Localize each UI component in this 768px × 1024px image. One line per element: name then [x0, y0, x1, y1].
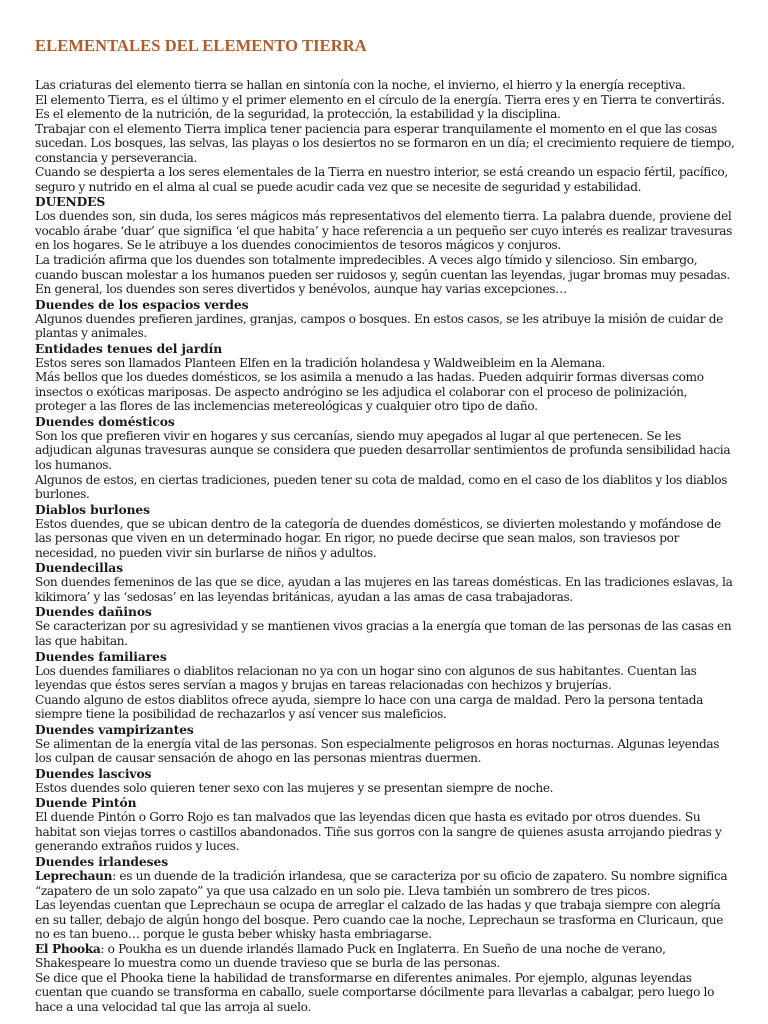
section-heading: Diablos burlones — [35, 501, 150, 517]
paragraph-lead-term: El Phooka — [35, 941, 101, 956]
paragraph: Estos seres son llamados Planteen Elfen en la tradición holandesa y Waldweibleim en la Alemana. — [35, 355, 606, 370]
section — [35, 341, 736, 414]
paragraph: En general, los duendes son seres divertidos y benévolos, aunque hay varias excepciones… — [35, 282, 567, 297]
section-heading: Duendes irlandeses — [35, 853, 169, 869]
paragraph: Las leyendas cuentan que Leprechaun se ocupa de arreglar el calzado de las hadas y que trabaja siempre con alegría en su taller, debajo de algún hongo del bosque. Pero cuando cae la noche, Leprechaun se trasforma en Cluricaun, que no es tan bueno… porque le gusta beber whisky hasta embriagarse. — [35, 898, 724, 942]
section — [35, 604, 736, 648]
paragraph: Se caracterizan por su agresividad y se mantienen vivos gracias a la energía que toman de las personas de las casas en las que habitan. — [35, 619, 732, 648]
paragraph: El duende Pintón o Gorro Rojo es tan malvados que las leyendas dicen que hasta es evitado por otros duendes. Su habitat son viejas torres o castillos abandonados. Tiñe sus gorros con la sangre de quienes asusta arrojando piedras y generando extraños ruidos y luces. — [35, 810, 722, 854]
section — [35, 722, 736, 766]
paragraph: Algunos de estos, en ciertas tradiciones, pueden tener su cota de maldad, como en el caso de los diablitos y los diablos burlones. — [35, 472, 728, 502]
paragraph: Algunos duendes prefieren jardines, granjas, campos o bosques. En estos casos, se les atribuye la misión de cuidar de plantas y animales. — [35, 311, 723, 341]
paragraph: El elemento Tierra, es el último y el primer elemento en el círculo de la energía. Tierra eres y en Tierra te convertirás. Es el elemento de la nutrición, de la seguridad, la protección, la estabilidad y la disciplina. — [35, 92, 725, 122]
section-heading: Duendes domésticos — [35, 413, 175, 429]
paragraph — [35, 869, 736, 898]
paragraph: Se alimentan de la energía vital de las personas. Son especialmente peligrosos en horas nocturnas. Algunas leyendas los culpan de causar sensación de ahogo en las personas mientras duermen. — [35, 736, 720, 766]
section-heading: Duende Pintón — [35, 795, 137, 811]
section — [35, 414, 736, 502]
page-title: ELEMENTALES DEL ELEMENTO TIERRA — [35, 36, 367, 55]
section — [35, 78, 736, 194]
paragraph: Estos duendes, que se ubican dentro de la categoría de duendes domésticos, se divierten molestando y mofándose de las personas que viven en un determinado hogar. En rigor, no puede decirse que sean malos, son traviesos por necesidad, no pueden vivir sin burlarse de niños y adultos. — [35, 516, 721, 560]
section — [35, 795, 736, 854]
section — [35, 766, 736, 796]
section — [35, 854, 736, 1014]
paragraph: La tradición afirma que los duendes son totalmente impredecibles. A veces algo tímido y silencioso. Sin embargo, cuando buscan molestar a los humanos pueden ser ruidosos y, según cuentan las leyendas, jugar bromas muy pesadas. — [35, 253, 730, 282]
section-heading: Duendecillas — [35, 560, 123, 576]
paragraph: Las criaturas del elemento tierra se hallan en sintonía con la noche, el invierno, el hierro y la energía receptiva. — [35, 78, 686, 92]
paragraph: Son los que prefieren vivir en hogares y sus cercanías, siendo muy apegados al lugar al que pertenecen. Se les adjudican algunas travesuras aunque se considera que pueden desarrollar sentimientos de profunda sensibilidad hacia los humanos. — [35, 428, 731, 473]
section-heading: Duendes de los espacios verdes — [35, 296, 249, 312]
paragraph: Cuando alguno de estos diablitos ofrece ayuda, siempre lo hace con una carga de maldad. Pero la persona tentada siempre tiene la posibilidad de rechazarlos y así vencer sus maleficios. — [35, 692, 703, 722]
paragraph: Trabajar con el elemento Tierra implica tener paciencia para esperar tranquilamente el momento en el que las cosas sucedan. Los bosques, las selvas, las playas o los desiertos no se formaron en un día; el crecimiento requiere de tiempo, constancia y perseverancia. — [35, 121, 735, 165]
section — [35, 560, 736, 604]
paragraph: Los duendes son, sin duda, los seres mágicos más representativos del elemento tierra. La palabra duende, proviene del vocablo árabe ‘duar’ que significa ‘el que habita’ y hace referencia a un pequeño ser cuyo interés es realizar travesuras en los hogares. Se le atribuye a los duendes conocimientos de tesoros mágicos y conjuros. — [35, 209, 733, 253]
paragraph: Estos duendes solo quieren tener sexo con las mujeres y se presentan siempre de noche. — [35, 780, 554, 795]
paragraph — [35, 942, 736, 971]
paragraph-text: : o Poukha es un duende irlandés llamado Puck en Inglaterra. En Sueño de una noche de verano, Shakespeare lo muestra como un duende travieso que se burla de las personas. — [35, 941, 666, 971]
section — [35, 297, 736, 341]
section-heading: Entidades tenues del jardín — [35, 340, 223, 356]
section — [35, 502, 736, 561]
document-body — [35, 78, 736, 1014]
section-heading: Duendes familiares — [35, 648, 167, 664]
section — [35, 194, 736, 296]
section-heading: Duendes lascivos — [35, 765, 152, 781]
paragraph: Más bellos que los duedes domésticos, se los asimila a menudo a las hadas. Pueden adquirir formas diversas como insectos o exóticas mariposas. De aspecto andrógino se les adjudica el colaborar con el proceso de polinización, proteger a las flores de las inclemencias metereológicas y cualquier otro tipo de daño. — [35, 370, 704, 414]
section-heading: Duendes vampirizantes — [35, 721, 194, 737]
paragraph-text: : es un duende de la tradición irlandesa, que se caracteriza por su oficio de zapatero. Su nombre significa “zapatero de un solo zapato” ya que usa calzado en un solo pie. Lleva también un sombrero de tres picos. — [35, 868, 728, 898]
paragraph: Los duendes familiares o diablitos relacionan no ya con un hogar sino con algunos de sus habitantes. Cuentan las leyendas que éstos seres servían a magos y brujas en tareas relacionadas con hechizos y brujerías. — [35, 663, 697, 693]
paragraph: Cuando se despierta a los seres elementales de la Tierra en nuestro interior, se está creando un espacio fértil, pacífico, seguro y nutrido en el alma al cual se puede acudir cada vez que se necesite de seguridad y estabilidad. — [35, 165, 728, 194]
paragraph: Son duendes femeninos de las que se dice, ayudan a las mujeres en las tareas domésticas. En las tradiciones eslavas, la kikimora’ y las ‘sedosas’ en las leyendas británicas, ayudan a las amas de casa trabajadoras. — [35, 575, 733, 604]
paragraph: Se dice que el Phooka tiene la habilidad de transformarse en diferentes animales. Por ejemplo, algunas leyendas cuentan que cuando se transforma en caballo, suele comportarse dócilmente para llevarlas a cabalgar, pero luego lo hace a una velocidad tal que las arroja al suelo. — [35, 970, 715, 1014]
section — [35, 649, 736, 722]
paragraph-lead-term: Leprechaun — [35, 868, 113, 883]
section-heading: Duendes dañinos — [35, 604, 152, 620]
section-heading: DUENDES — [35, 194, 106, 210]
